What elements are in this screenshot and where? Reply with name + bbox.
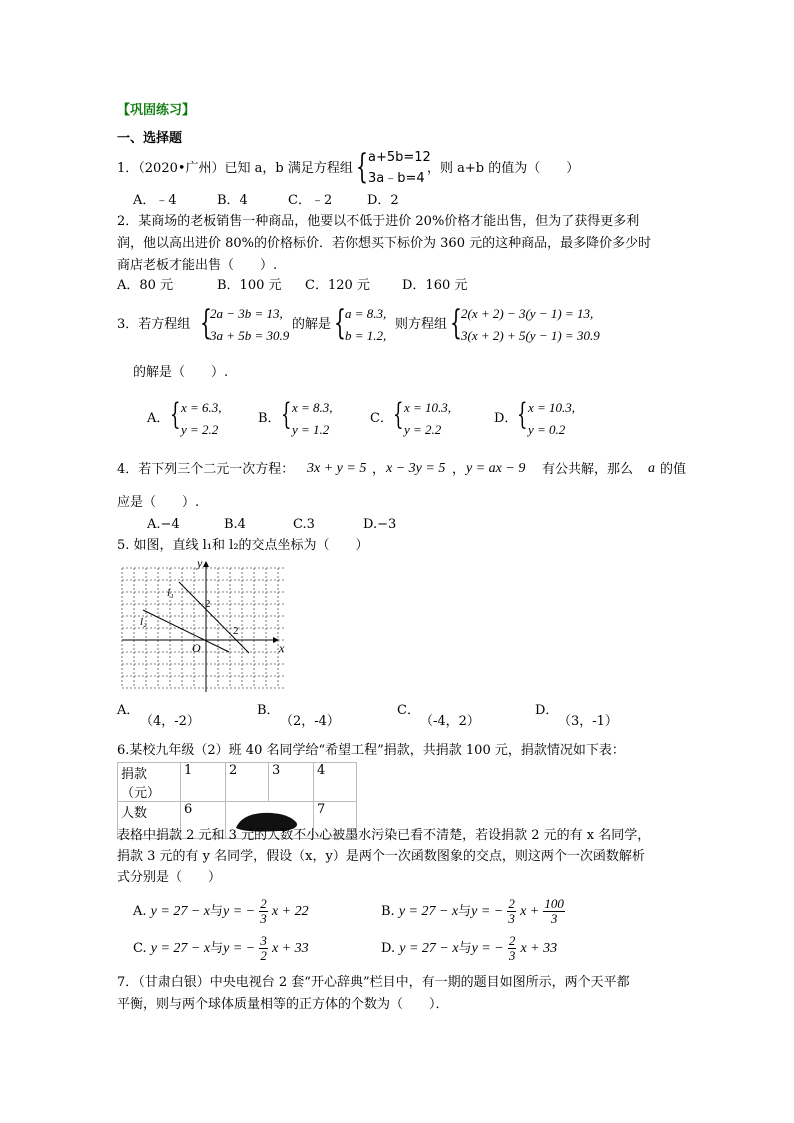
q6-option-a (133, 897, 309, 927)
fraction-numerator: 2 (508, 933, 516, 948)
section-title: 一、选择题 (117, 131, 183, 146)
graph-label-l2: l₂ (140, 616, 147, 628)
q4-eq3: y = ax − 9 (466, 461, 526, 476)
q5-option-c-value: （-4，2） (420, 714, 480, 729)
table-cell: 4 (314, 763, 357, 802)
q6-option-b (381, 897, 565, 927)
q5-option-c-letter: C． (397, 703, 420, 718)
q6-option-lhs: y = − (223, 941, 256, 956)
q1-option-b: B．4 (217, 193, 248, 208)
q5-option-b-value: （2，-4） (280, 714, 340, 729)
q5-stem: 5. 如图，直线 l₁和 l₂的交点坐标为（ ） (117, 538, 369, 553)
q6-stem: 6.某校九年级（2）班 40 名同学给“希望工程”捐款，共捐款 100 元，捐款情况如下表： (117, 743, 625, 758)
q6-line3: 式分别是（ ） (117, 870, 222, 885)
q4-option-b: B.4 (224, 517, 246, 532)
q4-var: a (648, 461, 655, 476)
q3-option-d-brace: { (517, 397, 528, 432)
q2-line3: 商店老板才能出售（ ）. (117, 258, 278, 273)
table-cell: 2 (226, 763, 269, 802)
q3-sys2-eq1: a = 8.3, (345, 306, 387, 321)
q3-brace-1: { (200, 303, 212, 343)
q3-option-b-label: B． (258, 411, 281, 426)
q2-option-a: A．80 元 (117, 278, 174, 293)
fraction-numerator: 3 (260, 933, 267, 948)
table-cell: 人数 (118, 802, 181, 839)
q3-option-c-y: y = 2.2 (404, 422, 442, 437)
q6-option-label: B. (381, 904, 395, 919)
q1-eq1: a+5b=12 (368, 150, 431, 165)
q2-line2: 润，他以高出进价 80%的价格标价．若你想买下标价为 360 元的这种商品，最多降价多少时 (117, 236, 652, 251)
q6-option-c (133, 934, 309, 964)
q4-comma1: ， (372, 462, 386, 477)
graph-label-2-x: 2 (233, 625, 239, 637)
q6-option-lhs: y = − (471, 941, 504, 956)
q6-option-rest: x + 22 (271, 904, 309, 919)
q6-option-with: 与 (210, 904, 224, 919)
q1-brace: { (356, 147, 368, 187)
grid-lines (122, 568, 286, 688)
q3-option-a-label: A． (147, 411, 170, 426)
q2-line1: 2．某商场的老板销售一种商品，他要以不低于进价 20%价格才能出售，但为了获得更多利 (117, 214, 640, 229)
q2-option-c: C．120 元 (305, 278, 370, 293)
q6-option-fraction (259, 897, 268, 926)
q4-option-d: D.−3 (363, 517, 397, 532)
fraction-denominator: 3 (508, 948, 516, 963)
q6-option-rest: x + (520, 904, 540, 919)
q6-option-lhs: y = − (223, 904, 256, 919)
q6-option-rest: x + 33 (520, 941, 558, 956)
q6-option-left: y = 27 − x (150, 941, 211, 956)
q3-sys3-eq2: 3(x + 2) + 5(y − 1) = 30.9 (461, 328, 600, 343)
q1-option-a: A．﹣4 (133, 193, 177, 208)
q3-sys2-eq2: b = 1.2, (345, 328, 387, 343)
q4-mid: 有公共解，那么 (542, 462, 634, 477)
q6-option-label: A. (133, 904, 147, 919)
table-cell: 捐款（元） (118, 763, 181, 802)
q4-comma2: ， (452, 462, 466, 477)
q1-stem-suffix: ，则 a+b 的值为（ ） (427, 161, 580, 176)
q3-tail: 的解是（ ）. (133, 365, 229, 380)
q5-option-a-letter: A． (117, 703, 140, 718)
q6-option-left: y = 27 − x (399, 941, 459, 956)
section-header: 【巩固练习】 (117, 103, 196, 118)
fraction-numerator: 2 (260, 896, 267, 911)
q6-option-fraction-2 (543, 897, 565, 926)
graph-label-2-y: 2 (205, 598, 211, 610)
q6-option-label: C. (133, 941, 147, 956)
q6-option-fraction (508, 934, 517, 963)
q3-option-c-label: C． (370, 411, 393, 426)
q6-line1: 表格中捐款 2 元和 3 元的人数不小心被墨水污染已看不清楚，若设捐款 2 元的有 x 名同学， (117, 828, 651, 843)
q3-sys1-eq1: 2a − 3b = 13, (210, 306, 283, 321)
q4-eq2: x − 3y = 5 (386, 461, 446, 476)
q5-option-d-value: （3，-1） (558, 714, 618, 729)
q3-option-d-y: y = 0.2 (528, 422, 566, 437)
q3-brace-2: { (334, 303, 346, 343)
q2-option-b: B．100 元 (217, 278, 282, 293)
y-axis-arrow (203, 561, 209, 567)
q5-coordinate-graph (117, 556, 297, 696)
q6-option-rest: x + 33 (272, 941, 309, 956)
line-l1 (179, 582, 249, 653)
q6-option-lhs: y = − (471, 904, 504, 919)
table-row (118, 763, 357, 802)
q1-stem-prefix: 1．（2020•广州）已知 a，b 满足方程组 (117, 161, 353, 176)
graph-label-x: x (279, 641, 285, 655)
table-cell: 3 (269, 763, 314, 802)
q5-option-a-value: （4，-2） (140, 714, 200, 729)
q6-option-fraction (507, 897, 516, 926)
q3-option-b-brace: { (281, 397, 292, 432)
table-cell: 6 (181, 802, 226, 839)
q3-option-c-x: x = 10.3, (404, 400, 452, 415)
table-cell: 1 (181, 763, 226, 802)
q4-prefix: 4．若下列三个二元一次方程： (117, 462, 295, 477)
q3-option-b-x: x = 8.3, (292, 400, 333, 415)
q1-option-c: C．﹣2 (288, 193, 333, 208)
q3-brace-3: { (450, 303, 462, 343)
fraction-denominator: 3 (550, 911, 558, 926)
fraction-denominator: 2 (260, 948, 267, 963)
q4-option-c: C.3 (293, 517, 315, 532)
q6-option-fraction (259, 934, 268, 963)
graph-label-y: y (197, 556, 203, 570)
q3-option-d-x: x = 10.3, (528, 400, 576, 415)
q4-eq1: 3x + y = 5 (307, 461, 367, 476)
q1-eq2: 3a﹣b=4 (368, 171, 425, 186)
q6-line2: 捐款 3 元的有 y 名同学，假设（x，y）是两个一次函数图象的交点，则这两个一次函数解析 (117, 849, 645, 864)
q3-option-c-brace: { (393, 397, 404, 432)
q4-line2: 应是（ ）. (117, 495, 200, 510)
table-cell: 7 (314, 802, 357, 839)
graph-label-origin: O (192, 641, 201, 655)
q4-option-a: A.−4 (147, 517, 180, 532)
q3-prefix: 3．若方程组 (117, 317, 191, 332)
fraction-numerator: 2 (508, 896, 515, 911)
fraction-denominator: 3 (508, 911, 515, 926)
q3-option-d-label: D． (494, 411, 518, 426)
fraction-denominator: 3 (260, 911, 267, 926)
q2-option-d: D．160 元 (402, 278, 468, 293)
q6-option-with: 与 (458, 941, 472, 956)
q7-line2: 平衡，则与两个球体质量相等的正方体的个数为（ ）． (117, 997, 449, 1012)
q3-option-b-y: y = 1.2 (292, 422, 330, 437)
q3-option-a-x: x = 6.3, (181, 400, 222, 415)
q7-line1: 7．（甘肃白银）中央电视台 2 套“开心辞典”栏目中，有一期的题目如图所示，两个天平都 (117, 975, 630, 990)
q3-sys1-eq2: 3a + 5b = 30.9 (210, 328, 290, 343)
q3-sys3-eq1: 2(x + 2) − 3(y − 1) = 13, (461, 306, 594, 321)
q3-mid1: 的解是 (292, 317, 332, 332)
q6-option-left: y = 27 − x (150, 904, 210, 919)
q1-option-d: D．2 (367, 193, 399, 208)
q5-option-d-letter: D． (535, 703, 559, 718)
graph-label-l1: l₁ (167, 587, 174, 599)
q6-option-label: D. (381, 941, 396, 956)
q6-option-with: 与 (210, 941, 224, 956)
q6-option-d (381, 934, 557, 964)
q6-option-with: 与 (458, 904, 472, 919)
q3-option-a-y: y = 2.2 (181, 422, 219, 437)
q5-option-b-letter: B． (257, 703, 280, 718)
q4-suffix: 的值 (660, 462, 687, 477)
fraction-numerator: 100 (544, 896, 564, 911)
q3-mid2: 则方程组 (395, 317, 448, 332)
q6-option-left: y = 27 − x (398, 904, 459, 919)
q3-option-a-brace: { (170, 397, 181, 432)
